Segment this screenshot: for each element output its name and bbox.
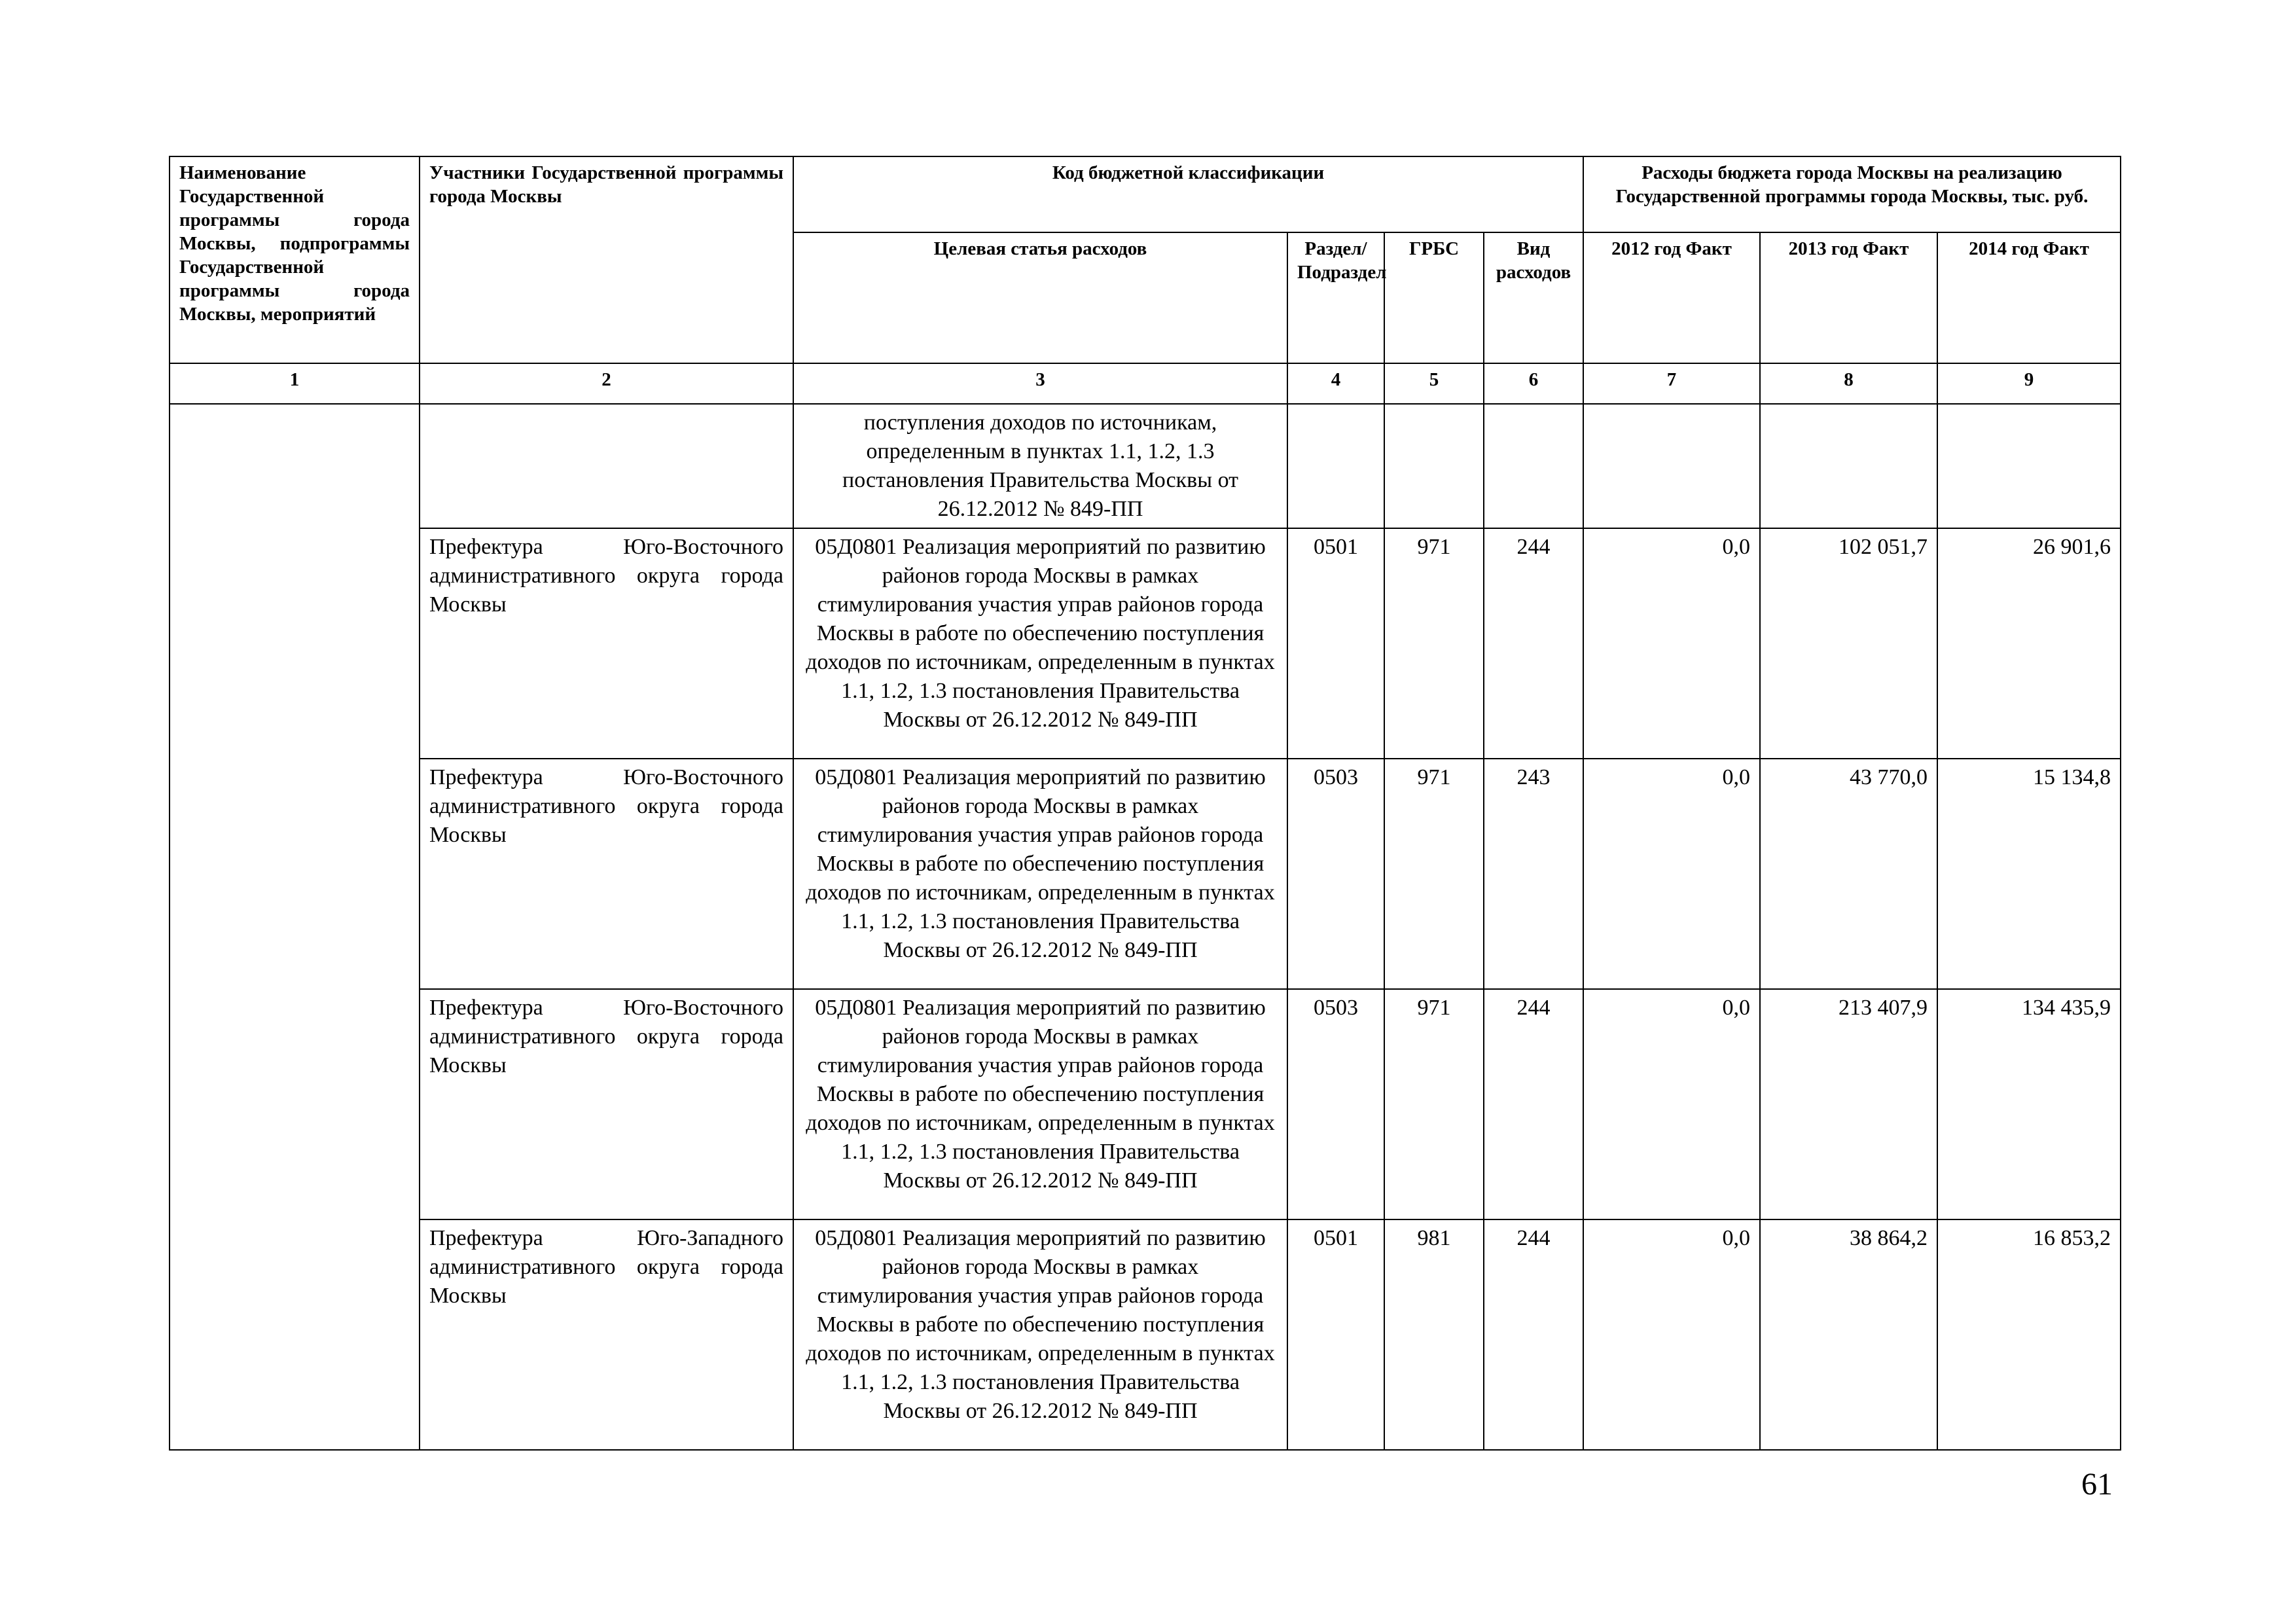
program-name-cell [170, 404, 420, 1450]
value-2014-cell: 134 435,9 [1937, 989, 2121, 1219]
value-2013-cell: 213 407,9 [1760, 989, 1937, 1219]
participant-cell: Префектура Юго-Восточного административного округа города Москвы [420, 759, 793, 989]
page-number: 61 [2081, 1467, 2113, 1502]
column-number: 6 [1484, 363, 1583, 404]
grbs-cell: 971 [1384, 989, 1484, 1219]
section-cell: 0503 [1287, 989, 1384, 1219]
table-row [170, 528, 2121, 759]
expense-type-cell: 244 [1484, 989, 1583, 1219]
column-number: 7 [1583, 363, 1760, 404]
value-2014-cell: 16 853,2 [1937, 1219, 2121, 1450]
column-number: 1 [170, 363, 420, 404]
header-grbs: ГРБС [1384, 232, 1484, 363]
column-number: 8 [1760, 363, 1937, 404]
table-row [170, 1219, 2121, 1450]
expense-type-cell [1484, 404, 1583, 528]
value-2014-cell [1937, 404, 2121, 528]
value-2013-cell: 38 864,2 [1760, 1219, 1937, 1450]
column-number: 5 [1384, 363, 1484, 404]
header-participants: Участники Государственной программы города Москвы [420, 156, 793, 363]
section-cell: 0501 [1287, 528, 1384, 759]
value-2012-cell: 0,0 [1583, 528, 1760, 759]
article-cell: 05Д0801 Реализация мероприятий по развитию районов города Москвы в рамках стимулирования участия управ районов города Москвы в работе по обеспечению поступления доходов по источникам, определенным в пунктах 1.1, 1.2, 1.3 постановления Правительства Москвы от 26.12.2012 № 849-ПП [793, 759, 1287, 989]
article-cell: 05Д0801 Реализация мероприятий по развитию районов города Москвы в рамках стимулирования участия управ районов города Москвы в работе по обеспечению поступления доходов по источникам, определенным в пунктах 1.1, 1.2, 1.3 постановления Правительства Москвы от 26.12.2012 № 849-ПП [793, 528, 1287, 759]
header-year-2014: 2014 год Факт [1937, 232, 2121, 363]
grbs-cell: 981 [1384, 1219, 1484, 1450]
value-2014-cell: 15 134,8 [1937, 759, 2121, 989]
value-2013-cell [1760, 404, 1937, 528]
table-row [170, 759, 2121, 989]
expense-type-cell: 244 [1484, 528, 1583, 759]
value-2012-cell: 0,0 [1583, 989, 1760, 1219]
table-row [170, 989, 2121, 1219]
column-number: 9 [1937, 363, 2121, 404]
header-kbk-group: Код бюджетной классификации [793, 156, 1583, 232]
header-target-article: Целевая статья расходов [793, 232, 1287, 363]
value-2014-cell: 26 901,6 [1937, 528, 2121, 759]
header-year-2013: 2013 год Факт [1760, 232, 1937, 363]
header-section: Раздел/ Подраздел [1287, 232, 1384, 363]
table-row [170, 404, 2121, 528]
section-cell: 0503 [1287, 759, 1384, 989]
header-year-2012: 2012 год Факт [1583, 232, 1760, 363]
column-number: 2 [420, 363, 793, 404]
section-cell: 0501 [1287, 1219, 1384, 1450]
header-expense-type: Вид расходов [1484, 232, 1583, 363]
participant-cell: Префектура Юго-Восточного административного округа города Москвы [420, 528, 793, 759]
value-2012-cell: 0,0 [1583, 1219, 1760, 1450]
value-2012-cell [1583, 404, 1760, 528]
section-cell [1287, 404, 1384, 528]
article-cell: поступления доходов по источникам, определенным в пунктах 1.1, 1.2, 1.3 постановления Правительства Москвы от 26.12.2012 № 849-ПП [793, 404, 1287, 528]
participant-cell: Префектура Юго-Восточного административного округа города Москвы [420, 989, 793, 1219]
article-cell: 05Д0801 Реализация мероприятий по развитию районов города Москвы в рамках стимулирования участия управ районов города Москвы в работе по обеспечению поступления доходов по источникам, определенным в пунктах 1.1, 1.2, 1.3 постановления Правительства Москвы от 26.12.2012 № 849-ПП [793, 989, 1287, 1219]
column-number-row [170, 363, 2121, 404]
header-program-name: Наименование Государственной программы города Москвы, подпрограммы Государственной программы города Москвы, мероприятий [170, 156, 420, 363]
participant-cell: Префектура Юго-Западного административного округа города Москвы [420, 1219, 793, 1450]
value-2013-cell: 43 770,0 [1760, 759, 1937, 989]
value-2012-cell: 0,0 [1583, 759, 1760, 989]
budget-table [169, 156, 2121, 1451]
expense-type-cell: 244 [1484, 1219, 1583, 1450]
participant-cell [420, 404, 793, 528]
column-number: 3 [793, 363, 1287, 404]
grbs-cell [1384, 404, 1484, 528]
grbs-cell: 971 [1384, 759, 1484, 989]
header-expense-group: Расходы бюджета города Москвы на реализацию Государственной программы города Москвы, тыс. руб. [1583, 156, 2121, 232]
grbs-cell: 971 [1384, 528, 1484, 759]
value-2013-cell: 102 051,7 [1760, 528, 1937, 759]
expense-type-cell: 243 [1484, 759, 1583, 989]
column-number: 4 [1287, 363, 1384, 404]
article-cell: 05Д0801 Реализация мероприятий по развитию районов города Москвы в рамках стимулирования участия управ районов города Москвы в работе по обеспечению поступления доходов по источникам, определенным в пунктах 1.1, 1.2, 1.3 постановления Правительства Москвы от 26.12.2012 № 849-ПП [793, 1219, 1287, 1450]
